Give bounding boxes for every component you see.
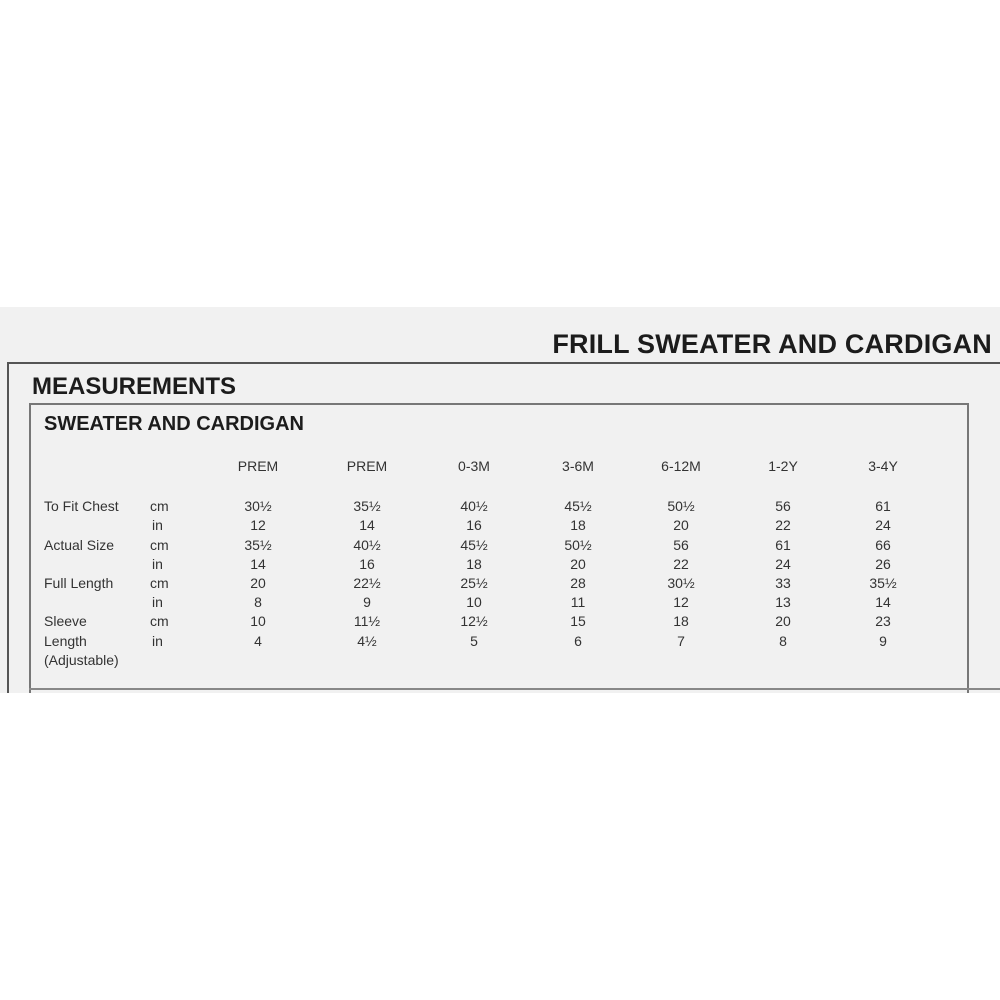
row-label: Full Length <box>44 575 114 591</box>
table-cell: 22½ <box>353 575 381 591</box>
table-cell: 24 <box>775 556 791 572</box>
table-cell: 10 <box>466 594 482 610</box>
row-label: Actual Size <box>44 537 115 553</box>
unit-label: in <box>152 517 163 533</box>
table-cell: 20 <box>570 556 586 572</box>
measurements-box <box>29 403 969 693</box>
table-cell: 50½ <box>667 498 695 514</box>
table-cell: 4½ <box>357 633 377 649</box>
table-cell: 24 <box>875 517 891 533</box>
size-header: 6-12M <box>661 458 701 474</box>
table-cell: 8 <box>254 594 262 610</box>
table-cell: 16 <box>359 556 375 572</box>
table-cell: 40½ <box>460 498 488 514</box>
unit-label: cm <box>150 575 169 591</box>
table-cell: 4 <box>254 633 262 649</box>
table-cell: 14 <box>359 517 375 533</box>
table-cell: 20 <box>250 575 266 591</box>
table-cell: 66 <box>875 537 891 553</box>
table-cell: 14 <box>250 556 266 572</box>
document-page <box>0 307 1000 693</box>
table-cell: 45½ <box>564 498 592 514</box>
section-title: MEASUREMENTS <box>32 373 237 400</box>
size-header: 3-6M <box>562 458 594 474</box>
unit-label: in <box>152 633 163 649</box>
table-cell: 12 <box>673 594 689 610</box>
table-cell: 35½ <box>244 537 272 553</box>
table-cell: 7 <box>677 633 685 649</box>
table-cell: 56 <box>673 537 689 553</box>
table-cell: 10 <box>250 613 266 629</box>
row-label: (Adjustable) <box>44 652 119 668</box>
table-cell: 18 <box>570 517 586 533</box>
table-cell: 11 <box>570 594 586 610</box>
table-cell: 45½ <box>460 537 488 553</box>
table-cell: 35½ <box>353 498 381 514</box>
divider <box>29 688 1000 690</box>
size-header: PREM <box>346 458 388 474</box>
table-cell: 18 <box>673 613 689 629</box>
table-cell: 20 <box>673 517 689 533</box>
row-label: Length <box>44 633 87 649</box>
row-label: To Fit Chest <box>44 498 119 514</box>
table-cell: 6 <box>574 633 582 649</box>
table-cell: 22 <box>673 556 689 572</box>
table-cell: 23 <box>875 613 891 629</box>
table-cell: 33 <box>775 575 791 591</box>
table-cell: 22 <box>775 517 791 533</box>
table-cell: 12 <box>250 517 266 533</box>
table-cell: 35½ <box>869 575 897 591</box>
table-cell: 50½ <box>564 537 592 553</box>
table-cell: 30½ <box>667 575 695 591</box>
table-cell: 5 <box>470 633 478 649</box>
size-header: 0-3M <box>458 458 490 474</box>
table-cell: 56 <box>775 498 791 514</box>
table-cell: 61 <box>875 498 891 514</box>
table-cell: 61 <box>775 537 791 553</box>
unit-label: cm <box>150 498 169 514</box>
pattern-title: FRILL SWEATER AND CARDIGAN <box>552 329 992 359</box>
table-cell: 18 <box>466 556 482 572</box>
unit-label: in <box>152 594 163 610</box>
table-cell: 13 <box>775 594 791 610</box>
subsection-title: SWEATER AND CARDIGAN <box>44 413 304 435</box>
table-cell: 12½ <box>460 613 488 629</box>
table-cell: 15 <box>570 613 586 629</box>
table-cell: 25½ <box>460 575 488 591</box>
table-cell: 11½ <box>353 613 381 629</box>
unit-label: cm <box>150 537 169 553</box>
size-header: 3-4Y <box>868 458 898 474</box>
size-header: 1-2Y <box>768 458 798 474</box>
row-label: Sleeve <box>44 613 87 629</box>
table-cell: 28 <box>570 575 586 591</box>
size-header: PREM <box>237 458 279 474</box>
table-cell: 20 <box>775 613 791 629</box>
table-cell: 40½ <box>353 537 381 553</box>
table-cell: 16 <box>466 517 482 533</box>
table-cell: 9 <box>363 594 371 610</box>
table-cell: 14 <box>875 594 891 610</box>
table-cell: 26 <box>875 556 891 572</box>
unit-label: cm <box>150 613 169 629</box>
table-cell: 9 <box>879 633 887 649</box>
table-cell: 30½ <box>244 498 272 514</box>
table-cell: 8 <box>779 633 787 649</box>
unit-label: in <box>152 556 163 572</box>
